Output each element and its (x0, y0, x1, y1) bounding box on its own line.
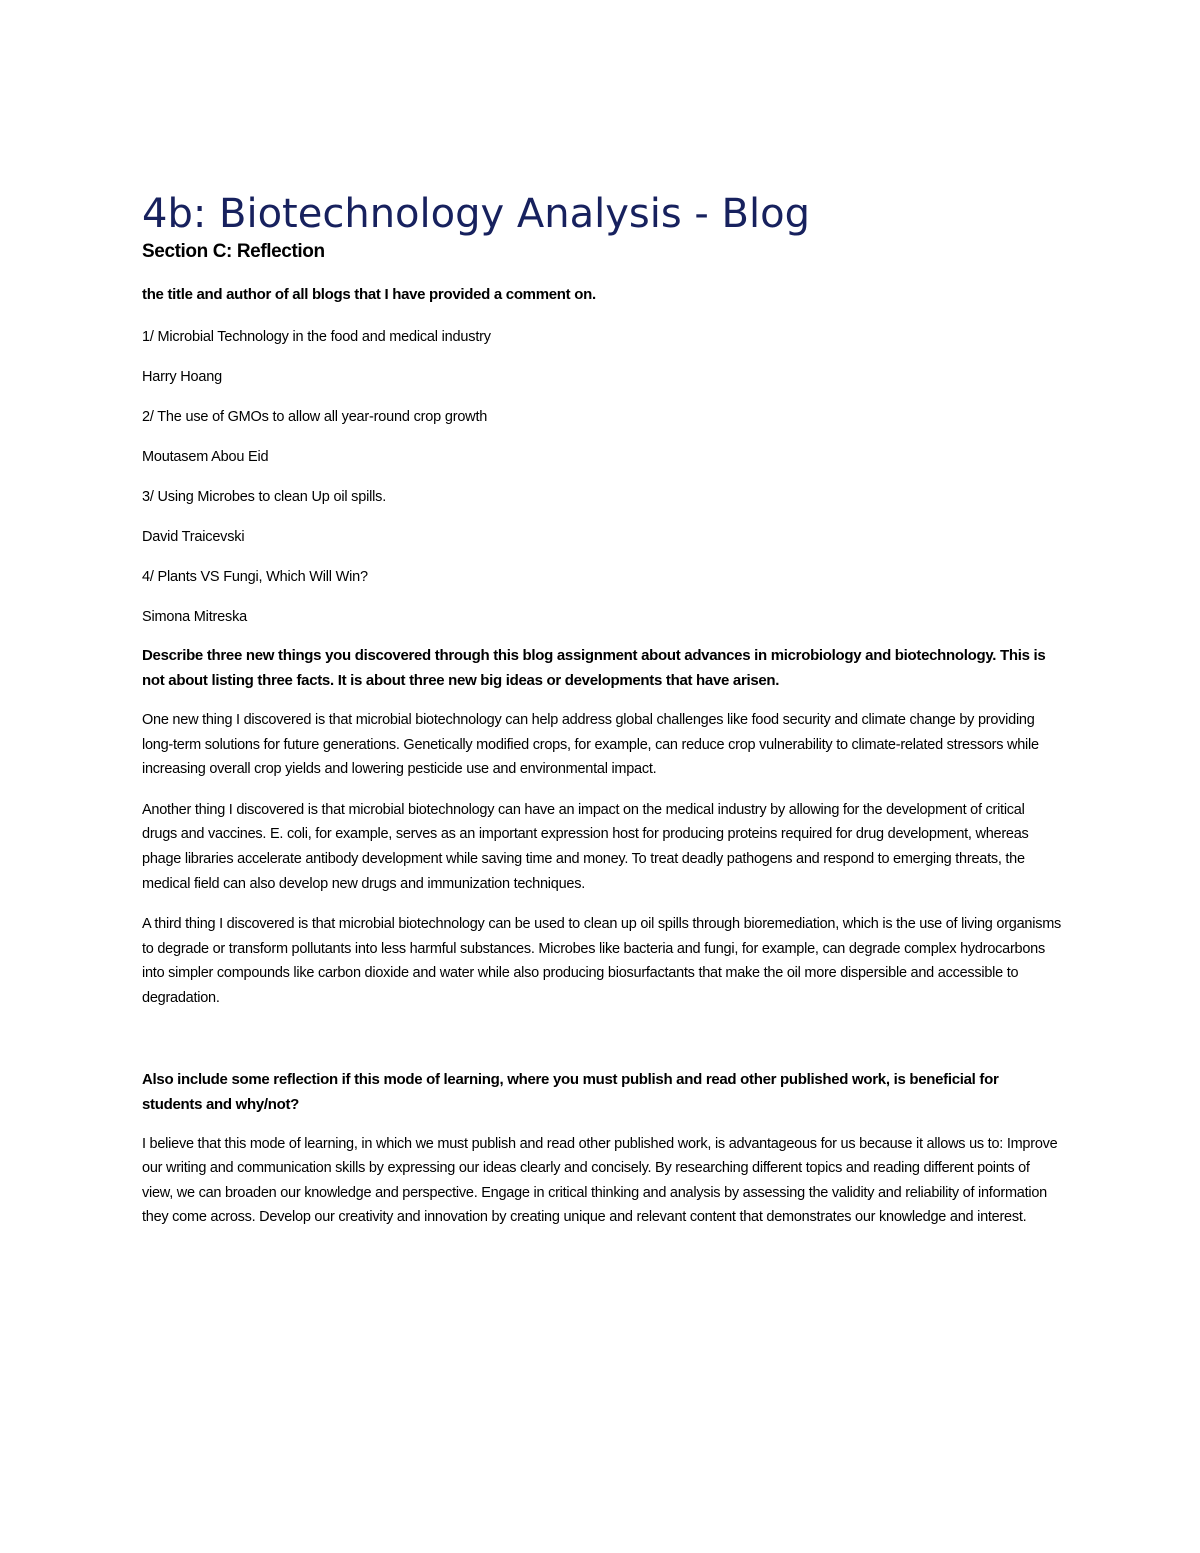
blog-title: 1/ Microbial Technology in the food and medical industry (142, 329, 491, 345)
blog-title: 4/ Plants VS Fungi, Which Will Win? (142, 569, 368, 585)
question-three-discoveries: Describe three new things you discovered through this blog assignment about advances in microbiology and biotechnology. This is not about listing three facts. It is about three new big ideas or developments that have arisen. (142, 647, 1046, 689)
document-title: 4b: Biotechnology Analysis - Blog (142, 191, 810, 237)
reflection-paragraph: I believe that this mode of learning, in which we must publish and read other published work, is advantageous for us because it allows us to: Improve our writing and communication skills by expressing our ideas clearly and concisely. By researching different topics and reading different points of view, we can broaden our knowledge and perspective. Engage in critical thinking and analysis by assessing the validity and reliability of information they come across. Develop our creativity and innovation by creating unique and relevant content that demonstrates our knowledge and interest. (142, 1135, 1058, 1226)
blog-author: David Traicevski (142, 529, 245, 545)
answer-paragraph: One new thing I discovered is that microbial biotechnology can help address global challenges like food security and climate change by providing long-term solutions for future generations. Genetically modified crops, for example, can reduce crop vulnerability to climate-related stressors while increasing overall crop yields and lowering pesticide use and environmental impact. (142, 712, 1039, 778)
blogs-prompt: the title and author of all blogs that I have provided a comment on. (142, 286, 596, 303)
answer-paragraph: Another thing I discovered is that microbial biotechnology can have an impact on the medical industry by allowing for the development of critical drugs and vaccines. E. coli, for example, serves as an important expression host for producing proteins required for drug development, whereas phage libraries accelerate antibody development while saving time and money. To treat deadly pathogens and respond to emerging threats, the medical field can also develop new drugs and immunization techniques. (142, 801, 1029, 892)
question-reflection: Also include some reflection if this mode of learning, where you must publish and read other published work, is beneficial for students and why/not? (142, 1070, 999, 1113)
blog-author: Harry Hoang (142, 369, 222, 385)
blog-author: Simona Mitreska (142, 609, 247, 625)
blog-title: 2/ The use of GMOs to allow all year-round crop growth (142, 409, 488, 425)
blog-list (142, 327, 1062, 627)
section-heading: Section C: Reflection (142, 241, 325, 262)
blog-title: 3/ Using Microbes to clean Up oil spills. (142, 489, 387, 505)
blog-author: Moutasem Abou Eid (142, 449, 269, 465)
document-page (142, 190, 1062, 1230)
answer-paragraph: A third thing I discovered is that microbial biotechnology can be used to clean up oil spills through bioremediation, which is the use of living organisms to degrade or transform pollutants into less harmful substances. Microbes like bacteria and fungi, for example, can degrade complex hydrocarbons into simpler compounds like carbon dioxide and water while also producing biosurfactants that make the oil more dispersible and accessible to degradation. (142, 916, 1062, 1006)
